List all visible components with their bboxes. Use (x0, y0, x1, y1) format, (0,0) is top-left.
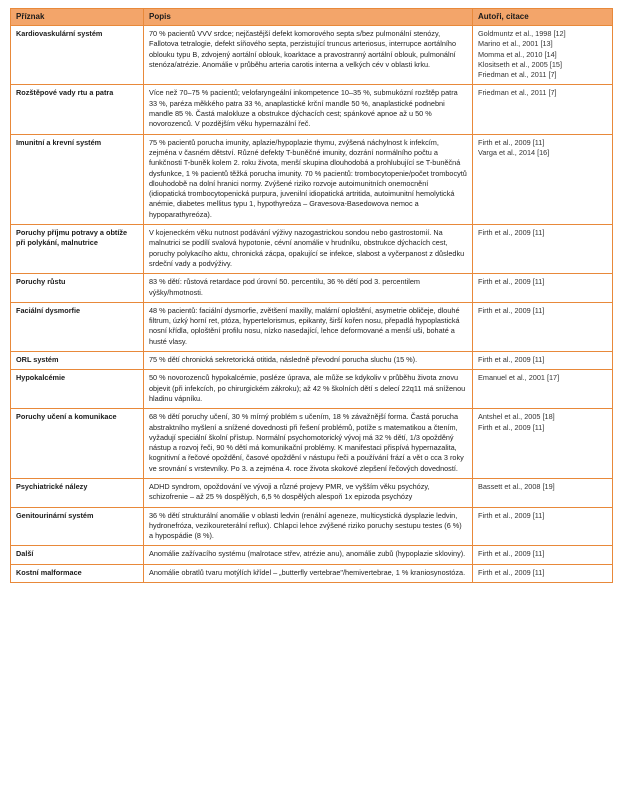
table-row (11, 370, 613, 409)
symptom-cell: Genitourinární systém (11, 507, 144, 546)
description-cell: 36 % dětí strukturální anomálie v oblasti ledvin (renální ageneze, multicystická dysplazie ledvin, hydronefróza, vezikoureterální reflux). Chlapci lehce zvýšené riziko poruchy sestupu testes (6 %) a hypospádie (8 %). (144, 507, 473, 546)
symptom-cell: Imunitní a krevní systém (11, 134, 144, 224)
header-description: Popis (144, 9, 473, 26)
table-row (11, 478, 613, 507)
authors-cell: Firth et al., 2009 [11] (473, 507, 613, 546)
description-cell: 50 % novorozenců hypokalcémie, posléze úprava, ale může se kdykoliv v průběhu života znovu objevit (při infekcích, po chirurgickém zákroku); až 42 % školních dětí s delecí 22q11 má sníženou hladinu vápníku. (144, 370, 473, 409)
authors-cell: Firth et al., 2009 [11] (473, 352, 613, 370)
description-cell: V kojeneckém věku nutnost podávání výživy nazogastrickou sondou nebo gastrostomií. Na malnutrici se podílí svalová hypotonie, cévní anomálie v hrudníku, obstrukce dýchacích cest, poruchy polykacího aktu, chronická zácpa, opakující se infekce, slabost a vyčerpanost z důsledku srdeční vady a podvýživy. (144, 225, 473, 274)
description-cell: 83 % dětí: růstová retardace pod úrovní 50. percentilu, 36 % dětí pod 3. percentilem výšky/hmotnosti. (144, 274, 473, 303)
authors-cell: Firth et al., 2009 [11] (473, 302, 613, 351)
authors-cell: Firth et al., 2009 [11] (473, 546, 613, 564)
description-cell: Anomálie zažívacího systému (malrotace střev, atrézie anu), anomálie zubů (hypoplazie skloviny). (144, 546, 473, 564)
symptom-cell: Faciální dysmorfie (11, 302, 144, 351)
table-row (11, 564, 613, 582)
authors-cell: Friedman et al., 2011 [7] (473, 85, 613, 134)
symptom-cell: Hypokalcémie (11, 370, 144, 409)
table-row (11, 225, 613, 274)
authors-cell: Firth et al., 2009 [11] Varga et al., 2014 [16] (473, 134, 613, 224)
table-row (11, 352, 613, 370)
symptom-cell: Kardiovaskulární systém (11, 26, 144, 85)
header-authors: Autoři, citace (473, 9, 613, 26)
header-symptom: Příznak (11, 9, 144, 26)
symptom-cell: Kostní malformace (11, 564, 144, 582)
description-cell: 70 % pacientů VVV srdce; nejčastější defekt komorového septa s/bez pulmonální stenózy, Fallotova tetralogie, defekt síňového septa, perzistující truncus arteriosus, interrupce aortálního oblouku typu B, zdvojený aortální oblouk, koarktace a pravostranný aortální oblouk, pulmonální stenóza/atrézie. Anomálie v průběhu arteria carotis interna a velkých cév v oblasti krku. (144, 26, 473, 85)
table-row (11, 409, 613, 479)
symptom-cell: Rozštěpové vady rtu a patra (11, 85, 144, 134)
symptom-cell: Psychiatrické nálezy (11, 478, 144, 507)
symptom-cell: Poruchy příjmu potravy a obtíže při polykání, malnutrice (11, 225, 144, 274)
table-row (11, 302, 613, 351)
symptom-cell: Další (11, 546, 144, 564)
description-cell: 75 % pacientů porucha imunity, aplazie/hypoplazie thymu, zvýšená náchylnost k infekcím, zejména v časném dětství. Různé defekty T-buněčné imunity, dozrání normálního počtu a funkčnosti T-buněk kolem 2. roku života, menší skupina dlouhodobá a prohlubující se T-buněčná dysfunkce, 1 % pacientů těžká porucha imunity. 70 % pacientů: trombocytopenie/počet trombocytů dlouhodobě na dolní hranici normy. Zvýšené riziko rozvoje autoimunitních onemocnění (idiopatická trombocytopenická purpura, juvenilní idiopatická artritida, autoimunitní hemolytická anémie, diabetes mellitus typu 1, hypothyreóza – Gravesova-Basedowova nemoc a hypoparathyreóza). (144, 134, 473, 224)
table-row (11, 85, 613, 134)
symptom-table (10, 8, 613, 583)
description-cell: 68 % dětí poruchy učení, 30 % mírný problém s učením, 18 % závažnější forma. Častá porucha abstraktního myšlení a snížené dovednosti při řešení problémů, potíže s matematikou a čtením, vyžadují speciální školní přístup. Normální psychomotorický vývoj má 32 % dětí, 1/3 opožděný nástup a rozvoj řeči, 90 % dětí má komunikační problémy. K manifestaci přispívá hypernazalita, kognitivní a řečové opoždění, časové opoždění v nástupu řeči a používání frází a vět o cca 3 roky ve srovnání s vrstevníky. Po 3. a zejména 4. roce života skokové zlepšení řečových dovedností. (144, 409, 473, 479)
table-row (11, 274, 613, 303)
description-cell: ADHD syndrom, opoždování ve vývoji a různé projevy PMR, ve vyšším věku psychózy, schizofrenie – až 25 % dospělých, 6,5 % dospělých alespoň 1x epizoda psychózy (144, 478, 473, 507)
description-cell: 48 % pacientů: faciální dysmorfie, zvětšení maxilly, malární oploštění, asymetrie obličeje, dlouhé filtrum, úzký horní ret, ptóza, hypertelorismus, epikanty, širší kořen nosu, přepadlá hypoplastická nosní křídla, oploštění profilu nosu, nízko nasedající, lehce deformované a menší uši, bohaté a husté vlasy. (144, 302, 473, 351)
table-row (11, 507, 613, 546)
table-row (11, 134, 613, 224)
symptom-cell: Poruchy růstu (11, 274, 144, 303)
symptom-cell: Poruchy učení a komunikace (11, 409, 144, 479)
authors-cell: Firth et al., 2009 [11] (473, 274, 613, 303)
table-header-row (11, 9, 613, 26)
authors-cell: Goldmuntz et al., 1998 [12] Marino et al., 2001 [13] Momma et al., 2010 [14] Klositseth et al., 2005 [15] Friedman et al., 2011 [7] (473, 26, 613, 85)
authors-cell: Firth et al., 2009 [11] (473, 225, 613, 274)
authors-cell: Emanuel et al., 2001 [17] (473, 370, 613, 409)
table-row (11, 26, 613, 85)
description-cell: Více než 70–75 % pacientů; velofaryngeální inkompetence 10–35 %, submukózní rozštěp patra 33 %, paréza měkkého patra 33 %, anaplastické krční mandle 50 %, anaplastické podnebni mandle 85 %. Častá malokluze a obstrukce dýchacích cest; spánkové apnoe až u 50 % novorozenců. V pozdějším věku hypernazální řeč. (144, 85, 473, 134)
authors-cell: Bassett et al., 2008 [19] (473, 478, 613, 507)
description-cell: Anomálie obratlů tvaru motýlích křídel – „butterfly vertebrae"/hemivertebrae, 1 % kraniosynostóza. (144, 564, 473, 582)
symptom-cell: ORL systém (11, 352, 144, 370)
table-row (11, 546, 613, 564)
description-cell: 75 % dětí chronická sekretorická otitida, následně převodní porucha sluchu (15 %). (144, 352, 473, 370)
authors-cell: Antshel et al., 2005 [18] Firth et al., 2009 [11] (473, 409, 613, 479)
authors-cell: Firth et al., 2009 [11] (473, 564, 613, 582)
